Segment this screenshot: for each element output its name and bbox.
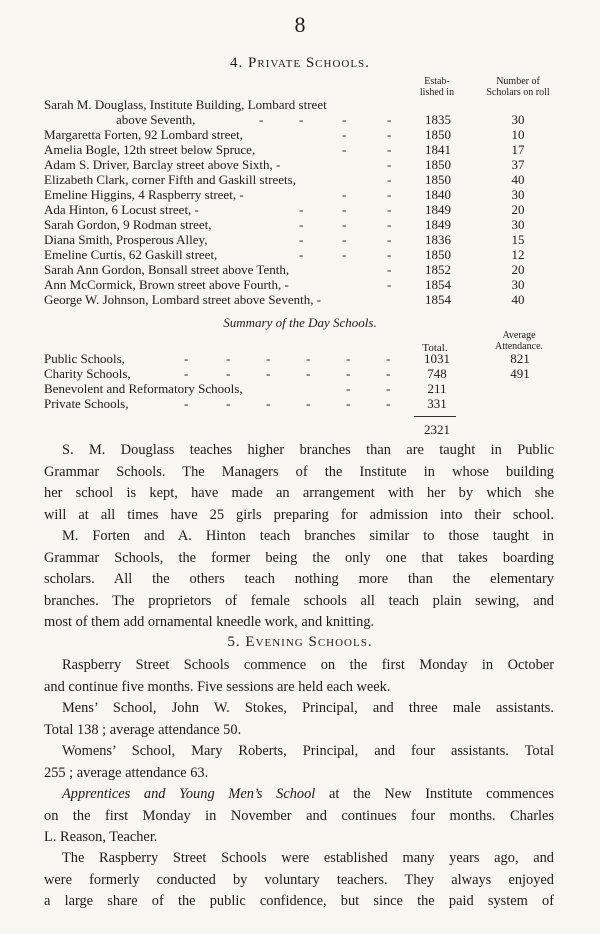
- attendance-header-line: Average: [502, 330, 536, 341]
- table-row: [44, 422, 564, 438]
- paragraph-line: her school is kept, have made an arrangement with her by which she: [44, 485, 554, 501]
- forten-paragraph: [44, 526, 554, 634]
- evening-schools-number: 5.: [227, 634, 246, 650]
- school-name: George W. Johnson, Lombard street above Seventh, -: [44, 292, 322, 307]
- school-name: Adam S. Driver, Barclay street above Sixth, -: [44, 157, 281, 172]
- established-year: 1852: [425, 262, 451, 277]
- school-name: Amelia Bogle, 12th street below Spruce,: [44, 142, 256, 157]
- evening-schools-heading: [0, 634, 600, 651]
- total-column-header: Total.: [422, 342, 448, 354]
- established-header-line: Estab-: [424, 76, 450, 87]
- scholar-count: 12: [511, 247, 525, 262]
- total-rule: [414, 416, 456, 417]
- paragraph-line: will at all times have 25 girls preparing for admission into their school.: [44, 506, 554, 523]
- paragraph-line: [44, 784, 554, 806]
- raspberry-paragraph: [44, 655, 554, 698]
- category-name: Benevolent and Reformatory Schools,: [44, 381, 243, 396]
- scholars-column-header: [478, 76, 558, 98]
- history-paragraph: [44, 848, 554, 913]
- table-row: Diana Smith, Prosperous Alley, - - - 1836 15: [44, 232, 564, 248]
- school-name: above Seventh,: [116, 112, 196, 127]
- paragraph-line: 255 ; average attendance 63.: [44, 764, 209, 781]
- summary-heading: Summary of the Day Schools.: [223, 315, 377, 330]
- table-row: Public Schools, - - - - - - 1031 821: [44, 351, 564, 367]
- paragraph-line: L. Reason, Teacher.: [44, 829, 158, 845]
- scholar-count: 40: [511, 172, 525, 187]
- established-year: 1850: [425, 247, 451, 262]
- category-total: 331: [427, 396, 447, 411]
- table-row: Sarah Ann Gordon, Bonsall street above Tenth, - 1852 20: [44, 262, 564, 278]
- paragraph-text: at the New Institute commences: [315, 786, 554, 802]
- school-name: Sarah Gordon, 9 Rodman street,: [44, 217, 212, 232]
- category-name: Charity Schools,: [44, 366, 131, 381]
- school-name: Emeline Curtis, 62 Gaskill street,: [44, 247, 218, 262]
- school-name: Margaretta Forten, 92 Lombard street,: [44, 127, 244, 142]
- womens-school-paragraph: [44, 741, 554, 784]
- scholar-count: 37: [511, 157, 525, 172]
- school-name: Elizabeth Clark, corner Fifth and Gaskill streets,: [44, 172, 296, 187]
- established-year: 1850: [425, 127, 451, 142]
- established-year: 1854: [425, 277, 451, 292]
- table-row: [44, 292, 564, 308]
- category-name: Public Schools,: [44, 351, 125, 366]
- attendance-header-line: Attendance.: [494, 341, 544, 352]
- category-total: 1031: [424, 351, 450, 366]
- paragraph-line: scholars. All the others teach nothing more than the elementary: [44, 571, 554, 587]
- paragraph-line: were formerly conducted by voluntary teachers. They always enjoyed: [44, 871, 554, 888]
- established-year: 1849: [425, 202, 451, 217]
- paragraph-line: and continue five months. Five sessions are held each week.: [44, 678, 391, 695]
- category-total: 748: [427, 366, 447, 381]
- table-row: Ada Hinton, 6 Locust street, - - - - 1849 20: [44, 202, 564, 218]
- private-schools-heading: [0, 55, 600, 72]
- established-year: 1841: [425, 142, 451, 157]
- scholars-header-line: Scholars on roll: [486, 87, 550, 98]
- apprentices-school-name: Apprentices and Young Men’s School: [62, 786, 316, 802]
- scholar-count: 20: [511, 202, 525, 217]
- school-name: Sarah M. Douglass, Institute Building, Lombard street: [44, 97, 327, 112]
- paragraph-line: Mens’ School, John W. Stokes, Principal, and three male assistants.: [62, 700, 554, 716]
- scholars-header-line: Number of: [496, 76, 540, 87]
- category-total: 211: [427, 381, 447, 396]
- school-name: Ada Hinton, 6 Locust street, -: [44, 202, 199, 217]
- paragraph-line: branches. The proprietors of female schools all teach plain sewing, and: [44, 592, 554, 609]
- table-row: [44, 97, 564, 113]
- paragraph-line: M. Forten and A. Hinton teach branches similar to those taught in: [62, 528, 554, 544]
- paragraph-line: Raspberry Street Schools commence on the first Monday in October: [62, 657, 554, 673]
- scholar-count: 30: [511, 217, 525, 232]
- table-row: Ann McCormick, Brown street above Fourth, - - 1854 30: [44, 277, 564, 293]
- established-year: 1850: [425, 172, 451, 187]
- table-row: Adam S. Driver, Barclay street above Sixth, - - 1850 37: [44, 157, 564, 173]
- established-year: 1854: [425, 292, 451, 307]
- established-year: 1836: [425, 232, 451, 247]
- scholar-count: 10: [511, 127, 525, 142]
- paragraph-line: Grammar Schools, the former being the only one that takes boarding: [44, 549, 554, 566]
- scholar-count: 17: [511, 142, 525, 157]
- school-name: Ann McCormick, Brown street above Fourth, -: [44, 277, 289, 292]
- table-row: Margaretta Forten, 92 Lombard street, - - 1850 10: [44, 127, 564, 143]
- established-header-line: lished in: [419, 87, 455, 98]
- paragraph-line: Total 138 ; average attendance 50.: [44, 721, 242, 738]
- paragraph-line: S. M. Douglass teaches higher branches than are taught in Public: [62, 442, 554, 458]
- category-attendance: 491: [510, 366, 530, 381]
- table-row: Private Schools, - - - - - - 331: [44, 396, 564, 412]
- table-row: Emeline Curtis, 62 Gaskill street, - - - 1850 12: [44, 247, 564, 263]
- paragraph-line: a large share of the public confidence, but since the paid system of: [44, 893, 554, 909]
- table-row: Emeline Higgins, 4 Raspberry street, - - - 1840 30: [44, 187, 564, 203]
- scholar-count: 40: [511, 292, 525, 307]
- page-number: 8: [294, 12, 306, 37]
- category-name: Private Schools,: [44, 396, 129, 411]
- private-schools-number: 4.: [230, 55, 249, 71]
- grand-total: 2321: [424, 422, 450, 437]
- table-row: Charity Schools, - - - - - - 748 491: [44, 366, 564, 382]
- mens-school-paragraph: [44, 698, 554, 741]
- evening-schools-title: Evening Schools.: [245, 634, 373, 650]
- paragraph-line: most of them add ornamental kneedle work, and knitting.: [44, 614, 375, 630]
- scholar-count: 15: [511, 232, 525, 247]
- attendance-column-header: [476, 330, 562, 352]
- school-name: Emeline Higgins, 4 Raspberry street, -: [44, 187, 244, 202]
- apprentices-paragraph: [44, 784, 554, 849]
- table-row: Elizabeth Clark, corner Fifth and Gaskill streets, - 1850 40: [44, 172, 564, 188]
- private-schools-title: Private Schools.: [248, 55, 370, 71]
- established-year: 1850: [425, 157, 451, 172]
- scholar-count: 20: [511, 262, 525, 277]
- established-year: 1849: [425, 217, 451, 232]
- scholar-count: 30: [511, 112, 525, 127]
- established-column-header: [412, 76, 462, 98]
- scholar-count: 30: [511, 187, 525, 202]
- school-name: Sarah Ann Gordon, Bonsall street above Tenth,: [44, 262, 290, 277]
- table-row: Amelia Bogle, 12th street below Spruce, - - 1841 17: [44, 142, 564, 158]
- established-year: 1835: [425, 112, 451, 127]
- paragraph-line: Womens’ School, Mary Roberts, Principal, and four assistants. Total: [62, 743, 554, 759]
- school-name: Diana Smith, Prosperous Alley,: [44, 232, 208, 247]
- category-attendance: 821: [510, 351, 530, 366]
- douglass-paragraph: [44, 440, 554, 526]
- paragraph-line: The Raspberry Street Schools were established many years ago, and: [62, 850, 554, 866]
- paragraph-line: Grammar Schools. The Managers of the Institute in whose building: [44, 463, 554, 480]
- table-row: Sarah Gordon, 9 Rodman street, - - - 1849 30: [44, 217, 564, 233]
- scholar-count: 30: [511, 277, 525, 292]
- table-row: above Seventh, - - - - 1835 30: [44, 112, 564, 128]
- table-row: Benevolent and Reformatory Schools, - - 211: [44, 381, 564, 397]
- paragraph-line: on the first Monday in November and continues four months. Charles: [44, 807, 554, 824]
- established-year: 1840: [425, 187, 451, 202]
